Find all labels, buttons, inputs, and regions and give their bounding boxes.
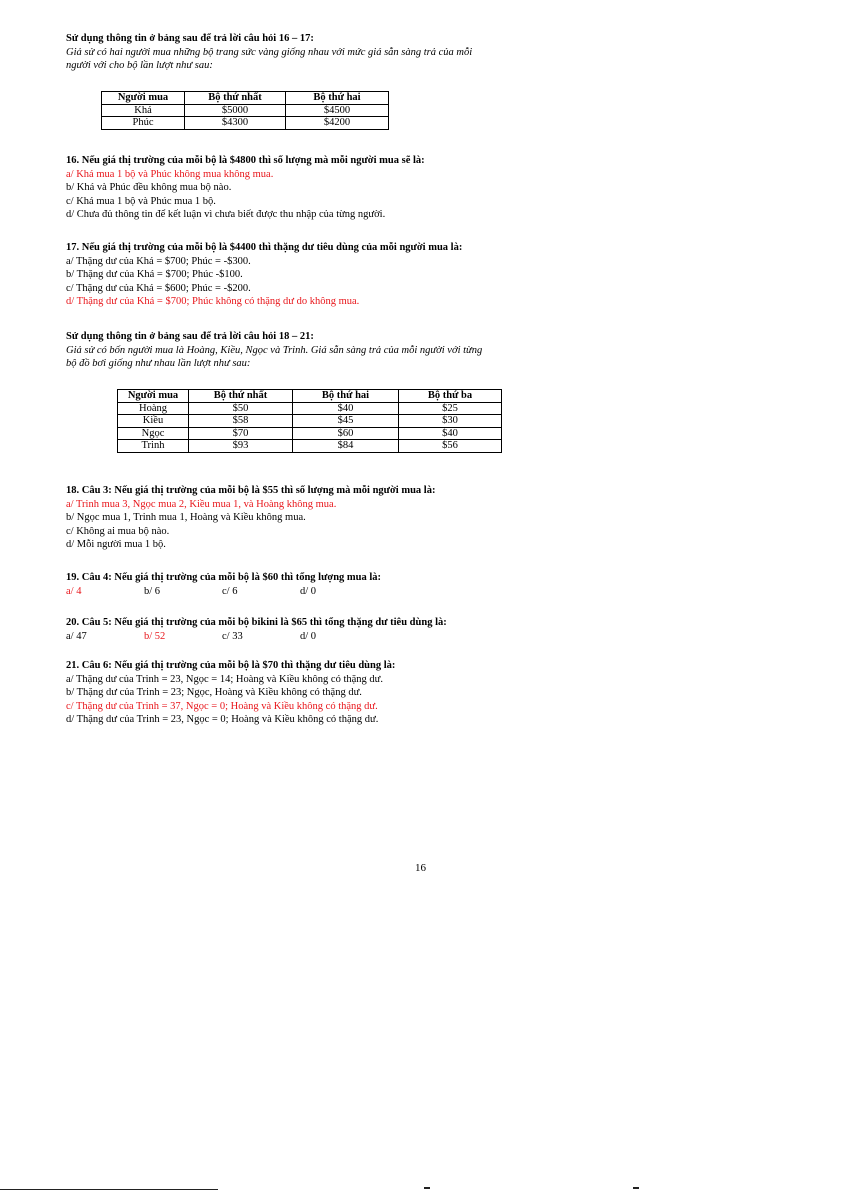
table-header-cell: Bộ thứ ba [399,390,502,403]
table-cell: $50 [189,402,293,415]
option-a: a/ Thặng dư của Trinh = 23, Ngọc = 14; Hoàng và Kiều không có thặng dư. [66,673,383,685]
scan-mark [424,1187,430,1189]
table-header-row [118,390,502,403]
question-17 [66,241,766,309]
question-stem: 20. Câu 5: Nếu giá thị trường của mỗi bộ bikini là $65 thì tổng thặng dư tiêu dùng là: [66,617,447,628]
table-header-cell: Bộ thứ nhất [189,390,293,403]
table-cell: $40 [293,402,399,415]
table-cell: Hoàng [118,402,189,415]
option-d: d/ Mỗi người mua 1 bộ. [66,539,166,550]
table-cell: $45 [293,415,399,428]
table-cell: $58 [189,415,293,428]
option-c: c/ Không ai mua bộ nào. [66,525,170,537]
table-row [118,415,502,428]
table-cell: $60 [293,427,399,440]
table-cell: $4300 [185,117,286,130]
question-stem: 19. Câu 4: Nếu giá thị trường của mỗi bộ là $60 thì tổng lượng mua là: [66,572,382,583]
option-b: b/ Khá và Phúc đều không mua bộ nào. [66,182,232,193]
option-b: b/ 6 [144,585,161,597]
option-a-correct: a/ Khá mua 1 bộ và Phúc không mua không mua. [66,168,274,180]
question-stem: 16. Nếu giá thị trường của mỗi bộ là $4800 thì số lượng mà mỗi người mua sẽ là: [66,155,425,166]
scan-mark [633,1187,639,1189]
section2-block [66,330,766,371]
table-row [118,402,502,415]
question-stem: 21. Câu 6: Nếu giá thị trường của mỗi bộ là $70 thì thặng dư tiêu dùng là: [66,660,396,671]
option-d-correct: d/ Thặng dư của Khá = $700; Phúc không có thặng dư do không mua. [66,296,360,307]
table-cell: $40 [399,427,502,440]
table-cell: Ngọc [118,427,189,440]
table-header-cell: Người mua [102,92,185,105]
table-cell: $56 [399,440,502,453]
scan-edge-line [0,1189,218,1190]
option-a: a/ 47 [66,630,87,642]
option-b: b/ Thặng dư của Trinh = 23; Ngọc, Hoàng và Kiều không có thặng dư. [66,687,362,698]
table-cell: $4500 [286,104,389,117]
question-19 [66,571,766,598]
table-row [102,104,389,117]
option-c: c/ 33 [222,630,243,642]
option-d: d/ Chưa đủ thông tin để kết luận vì chưa biết được thu nhập của từng người. [66,209,386,220]
option-c: c/ Khá mua 1 bộ và Phúc mua 1 bộ. [66,195,216,207]
option-b: b/ Ngọc mua 1, Trinh mua 1, Hoàng và Kiều không mua. [66,512,306,523]
table-header-cell: Bộ thứ hai [293,390,399,403]
section2-heading: Sử dụng thông tin ở bảng sau để trả lời câu hỏi 18 – 21: [66,331,314,342]
table-cell: $30 [399,415,502,428]
option-b-correct: b/ 52 [144,630,166,642]
table-cell: Trinh [118,440,189,453]
section1-intro-line1: Giả sử có hai người mua những bộ trang sức vàng giống nhau với mức giá sẵn sàng trả của mỗi [66,46,473,58]
table-cell: $5000 [185,104,286,117]
section1-intro-line2: người với cho bộ lần lượt như sau: [66,60,213,71]
table-cell: $4200 [286,117,389,130]
question-stem: 18. Câu 3: Nếu giá thị trường của mỗi bộ là $55 thì số lượng mà mỗi người mua là: [66,485,436,496]
table-cell: Kiều [118,415,189,428]
question-21 [66,659,766,727]
section2-intro-line1: Giả sử có bốn người mua là Hoàng, Kiều, Ngọc và Trinh. Giá sẵn sàng trả của mỗi người với từng [66,344,483,356]
table-header-cell: Người mua [118,390,189,403]
question-16 [66,154,766,222]
option-d: d/ Thặng dư của Trinh = 23, Ngọc = 0; Hoàng và Kiều không có thặng dư. [66,714,379,725]
option-d: d/ 0 [300,630,317,642]
option-a: a/ Thặng dư của Khá = $700; Phúc = -$300. [66,255,251,267]
option-c: c/ 6 [222,585,238,597]
page-number: 16 [415,862,426,874]
table-cell: $70 [189,427,293,440]
table-cell: $84 [293,440,399,453]
table-cell: $25 [399,402,502,415]
table-row [102,117,389,130]
table-header-row [102,92,389,105]
table-row [118,427,502,440]
option-b: b/ Thặng dư của Khá = $700; Phúc -$100. [66,269,243,280]
question-18 [66,484,766,552]
option-d: d/ 0 [300,585,317,597]
question-20 [66,616,766,643]
section1-heading: Sử dụng thông tin ở bảng sau để trả lời câu hỏi 16 – 17: [66,33,314,44]
table-header-cell: Bộ thứ hai [286,92,389,105]
table-header-cell: Bộ thứ nhất [185,92,286,105]
table-cell: Khá [102,104,185,117]
table-buyers-swimsuits [117,389,502,453]
option-c: c/ Thặng dư của Khá = $600; Phúc = -$200. [66,282,251,294]
table-cell: Phúc [102,117,185,130]
option-a-correct: a/ Trinh mua 3, Ngọc mua 2, Kiều mua 1, và Hoàng không mua. [66,498,337,510]
option-a-correct: a/ 4 [66,585,82,597]
option-c-correct: c/ Thặng dư của Trinh = 37, Ngọc = 0; Hoàng và Kiều không có thặng dư. [66,700,378,712]
options-row [66,630,766,644]
section1-block [66,32,766,73]
table-buyers-jewelry [101,91,389,130]
options-row [66,585,766,599]
section2-intro-line2: bộ đồ bơi giống như nhau lần lượt như sau: [66,358,251,369]
table-cell: $93 [189,440,293,453]
table-row [118,440,502,453]
question-stem: 17. Nếu giá thị trường của mỗi bộ là $4400 thì thặng dư tiêu dùng của mỗi người mua là: [66,242,463,253]
